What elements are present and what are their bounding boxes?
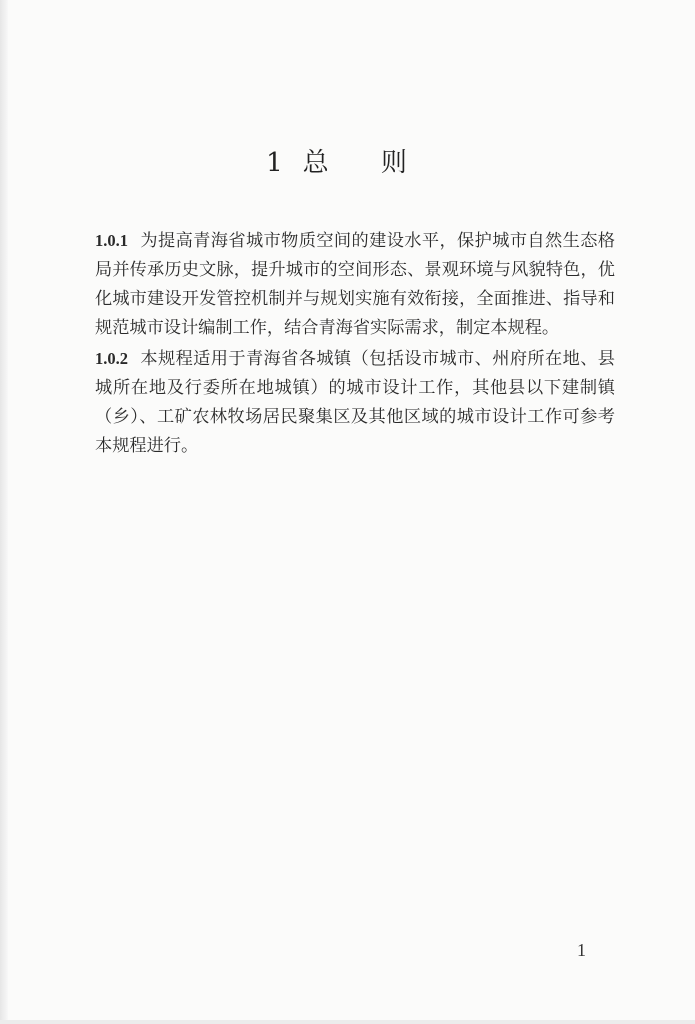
clause-number: 1.0.1 (95, 231, 128, 250)
clause-number: 1.0.2 (95, 349, 128, 368)
chapter-number: 1 (266, 148, 285, 178)
chapter-heading (0, 142, 695, 179)
clause-text: 本规程适用于青海省各城镇（包括设市城市、州府所在地、县城所在地及行委所在地城镇）的城市设计工作，其他县以下建制镇（乡）、工矿农林牧场居民聚集区及其他区域的城市设计工作可参考本规程进行。 (95, 349, 615, 456)
clauses-body (95, 226, 615, 462)
chapter-title: 总 则 (302, 148, 429, 178)
page-number: 1 (577, 940, 586, 960)
clause-1-0-2 (95, 344, 615, 461)
page-bottom-edge (0, 1020, 695, 1024)
clause-text: 为提高青海省城市物质空间的建设水平，保护城市自然生态格局并传承历史文脉，提升城市的空间形态、景观环境与风貌特色，优化城市建设开发管控机制并与规划实施有效衔接，全面推进、指导和规范城市设计编制工作，结合青海省实际需求，制定本规程。 (95, 231, 615, 338)
clause-1-0-1 (95, 226, 615, 343)
